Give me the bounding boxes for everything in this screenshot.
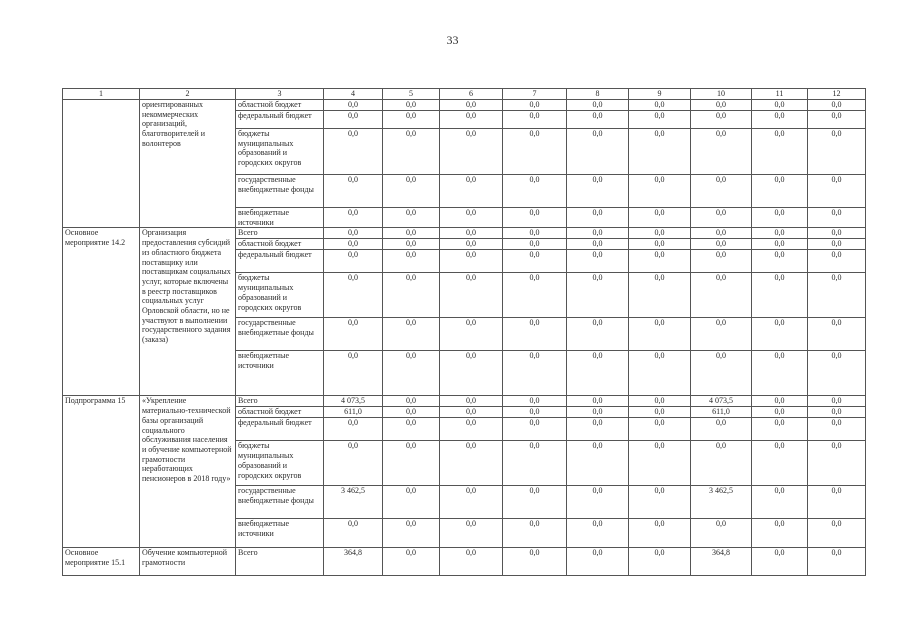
amount-cell: 0,0	[440, 407, 503, 418]
amount-cell: 0,0	[752, 250, 808, 273]
funding-source-cell: бюджеты муниципальных образований и городских округов	[236, 441, 324, 486]
amount-cell: 364,8	[324, 548, 383, 576]
amount-cell: 0,0	[629, 228, 691, 239]
amount-cell: 0,0	[503, 208, 567, 228]
amount-cell: 0,0	[691, 239, 752, 250]
amount-cell: 0,0	[808, 396, 866, 407]
amount-cell: 0,0	[567, 548, 629, 576]
amount-cell: 0,0	[503, 351, 567, 396]
amount-cell: 0,0	[629, 486, 691, 519]
amount-cell: 0,0	[383, 250, 440, 273]
amount-cell: 0,0	[808, 208, 866, 228]
program-name-cell: Организация предоставления субсидий из областного бюджета поставщику или поставщикам социальных услуг, которые включены в реестр поставщиков социальных услуг Орловской области, но не участвуют в выполнении государственного задания (заказа)	[140, 228, 236, 396]
amount-cell: 0,0	[808, 111, 866, 129]
amount-cell: 0,0	[808, 407, 866, 418]
amount-cell: 0,0	[324, 239, 383, 250]
amount-cell: 0,0	[629, 548, 691, 576]
amount-cell: 0,0	[808, 548, 866, 576]
amount-cell: 0,0	[503, 111, 567, 129]
amount-cell: 0,0	[752, 418, 808, 441]
amount-cell: 0,0	[691, 273, 752, 318]
amount-cell: 0,0	[567, 273, 629, 318]
amount-cell: 0,0	[808, 486, 866, 519]
amount-cell: 0,0	[383, 175, 440, 208]
amount-cell: 0,0	[752, 351, 808, 396]
amount-cell: 0,0	[383, 228, 440, 239]
amount-cell: 0,0	[808, 250, 866, 273]
amount-cell: 0,0	[567, 250, 629, 273]
amount-cell: 0,0	[440, 239, 503, 250]
amount-cell: 0,0	[383, 208, 440, 228]
amount-cell: 0,0	[629, 100, 691, 111]
amount-cell: 0,0	[808, 100, 866, 111]
column-header: 8	[567, 89, 629, 100]
amount-cell: 0,0	[383, 396, 440, 407]
amount-cell: 0,0	[440, 418, 503, 441]
amount-cell: 0,0	[629, 519, 691, 548]
amount-cell: 0,0	[324, 318, 383, 351]
amount-cell: 0,0	[691, 351, 752, 396]
program-code-cell: Основное мероприятие 14.2	[63, 228, 140, 396]
amount-cell: 0,0	[752, 519, 808, 548]
funding-source-cell: бюджеты муниципальных образований и городских округов	[236, 129, 324, 175]
funding-source-cell: государственные внебюджетные фонды	[236, 175, 324, 208]
amount-cell: 0,0	[752, 486, 808, 519]
amount-cell: 0,0	[752, 239, 808, 250]
funding-source-cell: федеральный бюджет	[236, 418, 324, 441]
table-row	[63, 396, 866, 407]
amount-cell: 0,0	[752, 318, 808, 351]
amount-cell: 0,0	[567, 111, 629, 129]
amount-cell: 4 073,5	[324, 396, 383, 407]
table-row	[63, 228, 866, 239]
program-name-cell: «Укрепление материально-технической базы организаций социального обслуживания населения и обучение компьютерной грамотности неработающих пенсионеров в 2018 году»	[140, 396, 236, 548]
amount-cell: 0,0	[324, 208, 383, 228]
amount-cell: 0,0	[691, 208, 752, 228]
amount-cell: 4 073,5	[691, 396, 752, 407]
amount-cell: 0,0	[691, 418, 752, 441]
funding-source-cell: государственные внебюджетные фонды	[236, 318, 324, 351]
amount-cell: 0,0	[629, 208, 691, 228]
budget-table	[62, 88, 866, 576]
amount-cell: 0,0	[440, 486, 503, 519]
amount-cell: 0,0	[383, 239, 440, 250]
amount-cell: 0,0	[383, 318, 440, 351]
column-header: 4	[324, 89, 383, 100]
amount-cell: 0,0	[567, 486, 629, 519]
amount-cell: 0,0	[567, 239, 629, 250]
amount-cell: 0,0	[691, 519, 752, 548]
program-name-cell: ориентированных некоммерческих организаций, благотворителей и волонтеров	[140, 100, 236, 228]
amount-cell: 0,0	[808, 351, 866, 396]
amount-cell: 0,0	[440, 441, 503, 486]
amount-cell: 0,0	[752, 228, 808, 239]
amount-cell: 0,0	[324, 441, 383, 486]
amount-cell: 0,0	[383, 273, 440, 318]
amount-cell: 0,0	[440, 351, 503, 396]
amount-cell: 0,0	[629, 407, 691, 418]
amount-cell: 0,0	[567, 175, 629, 208]
amount-cell: 0,0	[503, 273, 567, 318]
amount-cell: 0,0	[440, 250, 503, 273]
amount-cell: 0,0	[440, 111, 503, 129]
amount-cell: 0,0	[629, 129, 691, 175]
amount-cell: 0,0	[503, 318, 567, 351]
amount-cell: 0,0	[808, 175, 866, 208]
column-header: 1	[63, 89, 140, 100]
amount-cell: 0,0	[383, 111, 440, 129]
amount-cell: 0,0	[324, 519, 383, 548]
amount-cell: 0,0	[503, 129, 567, 175]
amount-cell: 0,0	[383, 519, 440, 548]
program-code-cell	[63, 100, 140, 228]
amount-cell: 0,0	[567, 318, 629, 351]
amount-cell: 0,0	[567, 418, 629, 441]
amount-cell: 0,0	[808, 318, 866, 351]
amount-cell: 0,0	[440, 548, 503, 576]
funding-source-cell: внебюджетные источники	[236, 351, 324, 396]
amount-cell: 0,0	[567, 228, 629, 239]
amount-cell: 0,0	[691, 441, 752, 486]
amount-cell: 0,0	[503, 175, 567, 208]
amount-cell: 0,0	[752, 548, 808, 576]
amount-cell: 3 462,5	[691, 486, 752, 519]
column-header: 7	[503, 89, 567, 100]
amount-cell: 0,0	[440, 396, 503, 407]
amount-cell: 0,0	[440, 208, 503, 228]
amount-cell: 0,0	[324, 111, 383, 129]
amount-cell: 0,0	[503, 250, 567, 273]
amount-cell: 0,0	[324, 129, 383, 175]
amount-cell: 0,0	[808, 519, 866, 548]
column-header: 12	[808, 89, 866, 100]
amount-cell: 0,0	[440, 100, 503, 111]
column-number-header-row	[63, 89, 866, 100]
amount-cell: 0,0	[383, 548, 440, 576]
amount-cell: 0,0	[324, 273, 383, 318]
amount-cell: 0,0	[691, 129, 752, 175]
amount-cell: 0,0	[752, 407, 808, 418]
amount-cell: 0,0	[691, 250, 752, 273]
amount-cell: 0,0	[503, 486, 567, 519]
amount-cell: 0,0	[503, 100, 567, 111]
funding-source-cell: областной бюджет	[236, 239, 324, 250]
amount-cell: 0,0	[752, 273, 808, 318]
amount-cell: 364,8	[691, 548, 752, 576]
amount-cell: 0,0	[567, 351, 629, 396]
funding-source-cell: федеральный бюджет	[236, 111, 324, 129]
amount-cell: 0,0	[691, 111, 752, 129]
amount-cell: 0,0	[383, 407, 440, 418]
amount-cell: 0,0	[383, 486, 440, 519]
program-name-cell: Обучение компьютерной грамотности	[140, 548, 236, 576]
amount-cell: 0,0	[324, 228, 383, 239]
funding-source-cell: Всего	[236, 548, 324, 576]
amount-cell: 0,0	[503, 548, 567, 576]
amount-cell: 0,0	[567, 407, 629, 418]
amount-cell: 0,0	[440, 273, 503, 318]
amount-cell: 0,0	[383, 351, 440, 396]
amount-cell: 0,0	[324, 100, 383, 111]
amount-cell: 0,0	[629, 239, 691, 250]
column-header: 3	[236, 89, 324, 100]
amount-cell: 0,0	[629, 175, 691, 208]
amount-cell: 0,0	[324, 418, 383, 441]
amount-cell: 0,0	[567, 208, 629, 228]
amount-cell: 0,0	[503, 441, 567, 486]
amount-cell: 0,0	[503, 228, 567, 239]
amount-cell: 0,0	[440, 228, 503, 239]
funding-source-cell: бюджеты муниципальных образований и городских округов	[236, 273, 324, 318]
amount-cell: 0,0	[324, 250, 383, 273]
amount-cell: 0,0	[503, 239, 567, 250]
amount-cell: 0,0	[752, 100, 808, 111]
amount-cell: 0,0	[691, 100, 752, 111]
table-row	[63, 548, 866, 576]
amount-cell: 0,0	[503, 418, 567, 441]
amount-cell: 0,0	[440, 175, 503, 208]
funding-source-cell: областной бюджет	[236, 407, 324, 418]
amount-cell: 611,0	[324, 407, 383, 418]
amount-cell: 0,0	[752, 111, 808, 129]
funding-source-cell: областной бюджет	[236, 100, 324, 111]
column-header: 2	[140, 89, 236, 100]
amount-cell: 0,0	[629, 273, 691, 318]
amount-cell: 0,0	[383, 129, 440, 175]
amount-cell: 611,0	[691, 407, 752, 418]
column-header: 10	[691, 89, 752, 100]
amount-cell: 0,0	[752, 208, 808, 228]
column-header: 9	[629, 89, 691, 100]
amount-cell: 0,0	[324, 175, 383, 208]
funding-source-cell: Всего	[236, 228, 324, 239]
amount-cell: 0,0	[567, 129, 629, 175]
amount-cell: 0,0	[752, 175, 808, 208]
amount-cell: 0,0	[629, 396, 691, 407]
amount-cell: 0,0	[691, 228, 752, 239]
amount-cell: 0,0	[629, 318, 691, 351]
funding-source-cell: Всего	[236, 396, 324, 407]
amount-cell: 0,0	[808, 129, 866, 175]
program-code-cell: Подпрограмма 15	[63, 396, 140, 548]
amount-cell: 0,0	[383, 100, 440, 111]
amount-cell: 0,0	[383, 418, 440, 441]
column-header: 6	[440, 89, 503, 100]
amount-cell: 0,0	[324, 351, 383, 396]
amount-cell: 0,0	[691, 318, 752, 351]
page-number: 33	[446, 33, 459, 47]
amount-cell: 0,0	[567, 396, 629, 407]
amount-cell: 0,0	[503, 407, 567, 418]
amount-cell: 0,0	[440, 519, 503, 548]
column-header: 5	[383, 89, 440, 100]
amount-cell: 0,0	[752, 441, 808, 486]
amount-cell: 0,0	[752, 396, 808, 407]
amount-cell: 0,0	[503, 396, 567, 407]
amount-cell: 0,0	[629, 351, 691, 396]
table-row	[63, 100, 866, 111]
amount-cell: 0,0	[808, 418, 866, 441]
amount-cell: 0,0	[629, 418, 691, 441]
funding-source-cell: государственные внебюджетные фонды	[236, 486, 324, 519]
amount-cell: 0,0	[629, 441, 691, 486]
funding-source-cell: федеральный бюджет	[236, 250, 324, 273]
amount-cell: 0,0	[808, 228, 866, 239]
amount-cell: 0,0	[567, 100, 629, 111]
amount-cell: 0,0	[752, 129, 808, 175]
amount-cell: 0,0	[567, 519, 629, 548]
funding-source-cell: внебюджетные источники	[236, 519, 324, 548]
amount-cell: 0,0	[440, 318, 503, 351]
amount-cell: 0,0	[503, 519, 567, 548]
column-header: 11	[752, 89, 808, 100]
funding-source-cell: внебюджетные источники	[236, 208, 324, 228]
amount-cell: 0,0	[440, 129, 503, 175]
amount-cell: 0,0	[808, 239, 866, 250]
amount-cell: 0,0	[691, 175, 752, 208]
program-code-cell: Основное мероприятие 15.1	[63, 548, 140, 576]
amount-cell: 0,0	[629, 111, 691, 129]
amount-cell: 0,0	[808, 273, 866, 318]
amount-cell: 0,0	[808, 441, 866, 486]
amount-cell: 0,0	[383, 441, 440, 486]
amount-cell: 3 462,5	[324, 486, 383, 519]
amount-cell: 0,0	[567, 441, 629, 486]
amount-cell: 0,0	[629, 250, 691, 273]
